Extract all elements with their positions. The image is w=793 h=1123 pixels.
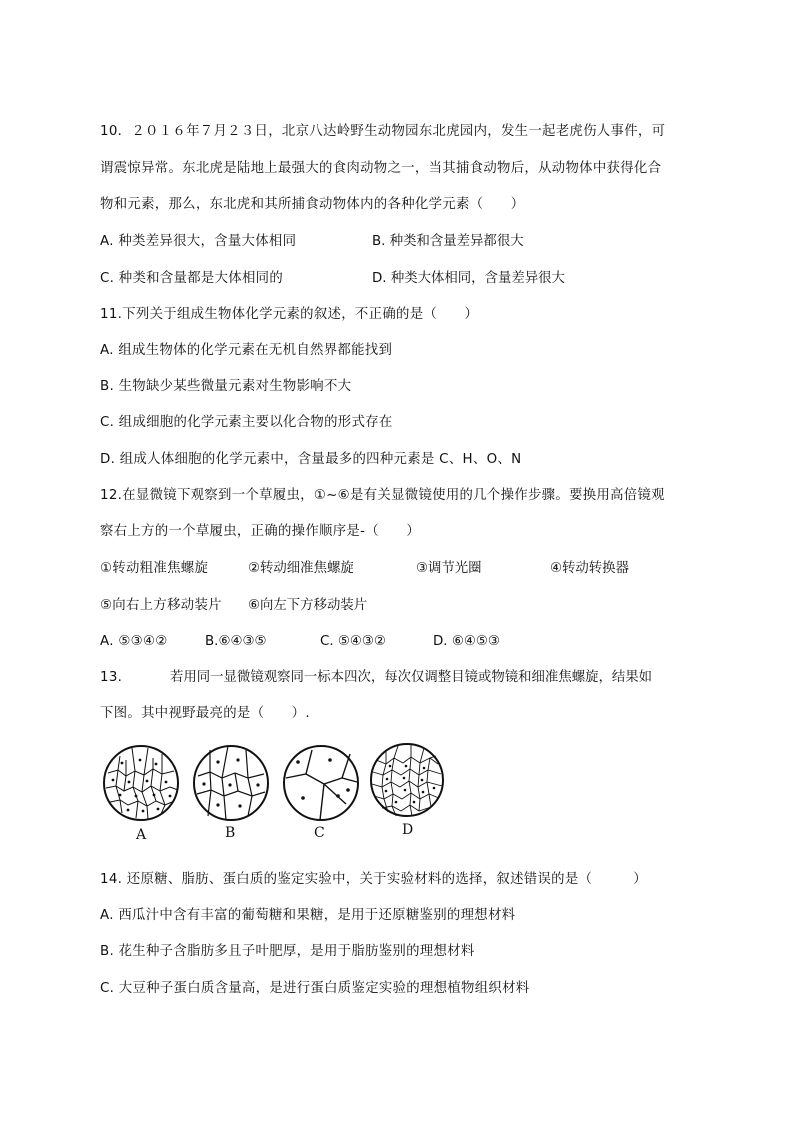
q10-stem-line2: 谓震惊异常。东北虎是陆地上最强大的食肉动物之一，当其捕食动物后，从动物体中获得化合 [100, 161, 662, 176]
q14-option-b: B. 花生种子含脂肪多且子叶肥厚，是用于脂肪鉴别的理想材料 [100, 944, 475, 959]
q12-step-4: ④转动转换器 [550, 561, 629, 576]
q12-option-b: B.⑥④③⑤ [205, 634, 267, 649]
q13-stem-line2: 下图。其中视野最亮的是（ ）. [100, 706, 310, 721]
q12-step-2: ②转动细准焦螺旋 [248, 561, 354, 576]
q12-stem-line1: 12.在显微镜下观察到一个草履虫，①~⑥是有关显微镜使用的几个操作步骤。要换用高倍镜观 [100, 488, 665, 503]
q12-step-3: ③调节光圈 [416, 561, 482, 576]
q12-option-d: D. ⑥④⑤③ [433, 634, 500, 649]
figure-label-a: A [136, 827, 147, 843]
q11-option-b: B. 生物缺少某些微量元素对生物影响不大 [100, 379, 352, 394]
figure-label-b: B [225, 825, 236, 841]
q10-option-b: B. 种类和含量差异都很大 [372, 234, 524, 249]
q12-step-5: ⑤向右上方移动装片 [100, 598, 222, 613]
q11-option-a: A. 组成生物体的化学元素在无机自然界都能找到 [100, 343, 393, 358]
q11-option-d: D. 组成人体细胞的化学元素中，含量最多的四种元素是 C、H、O、N [100, 452, 522, 467]
field-c [284, 746, 358, 820]
q11-option-c: C. 组成细胞的化学元素主要以化合物的形式存在 [100, 415, 393, 430]
q10-stem-line3: 物和元素，那么，东北虎和其所捕食动物体内的各种化学元素（ ） [100, 197, 525, 212]
q14-option-c: C. 大豆种子蛋白质含量高，是进行蛋白质鉴定实验的理想植物组织材料 [100, 981, 530, 996]
microscope-fields-figure [98, 738, 458, 848]
field-b [194, 746, 268, 820]
field-d [371, 744, 443, 816]
q12-stem-line2: 察右上方的一个草履虫，正确的操作顺序是-（ ） [100, 524, 421, 539]
q10-option-c: C. 种类和含量都是大体相同的 [100, 271, 284, 286]
q12-step-6: ⑥向左下方移动装片 [248, 598, 368, 613]
q11-stem: 11.下列关于组成生物体化学元素的叙述，不正确的是（ ） [100, 307, 479, 322]
q14-option-a: A. 西瓜汁中含有丰富的葡萄糖和果糖，是用于还原糖鉴别的理想材料 [100, 908, 516, 923]
q12-step-1: ①转动粗准焦螺旋 [100, 561, 209, 576]
figure-label-d: D [402, 822, 414, 838]
figure-label-c: C [314, 825, 325, 841]
q10-option-a: A. 种类差异很大，含量大体相同 [100, 234, 297, 249]
q12-option-a: A. ⑤③④② [100, 634, 168, 649]
q14-stem: 14. 还原糖、脂肪、蛋白质的鉴定实验中，关于实验材料的选择，叙述错误的是（ ） [100, 872, 647, 887]
field-a [104, 746, 178, 820]
q10-stem-line1: 10．２０１６年７月２３日，北京八达岭野生动物园东北虎园内，发生一起老虎伤人事件，可 [100, 124, 666, 139]
q13-stem-line1: 若用同一显微镜观察同一标本四次，每次仅调整目镜或物镜和细准焦螺旋，结果如 [170, 670, 653, 685]
q12-option-c: C. ⑤④③② [320, 634, 386, 649]
q13-number: 13. [100, 670, 123, 685]
q10-option-d: D. 种类大体相同，含量差异很大 [372, 271, 565, 286]
